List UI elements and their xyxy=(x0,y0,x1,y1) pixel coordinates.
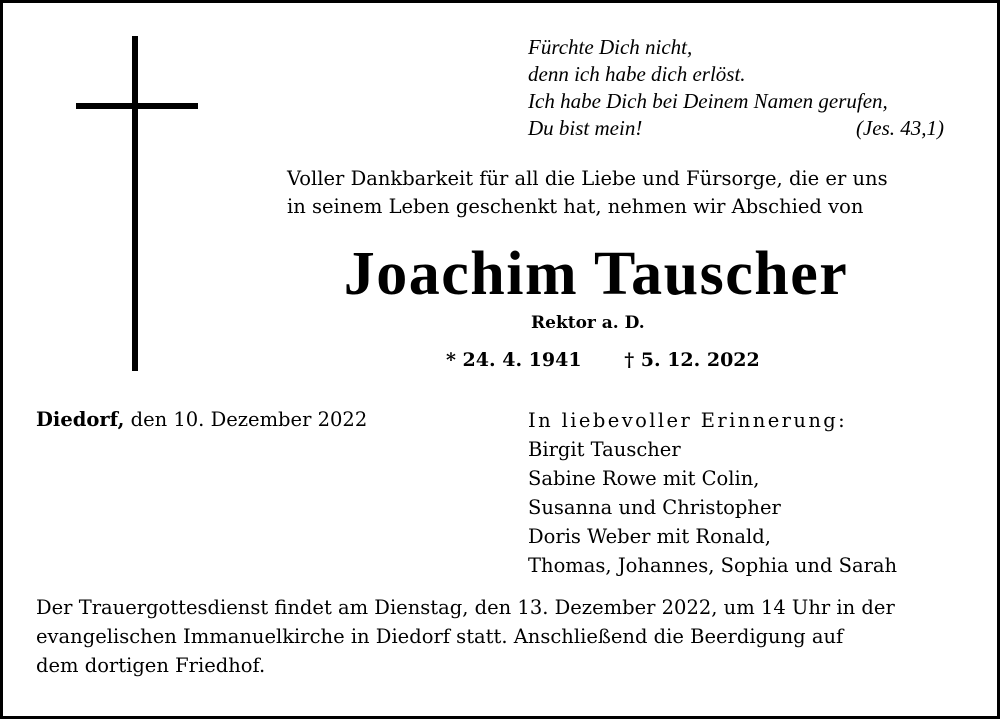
verse-last-line: Du bist mein! xyxy=(528,116,643,140)
notice-date: den 10. Dezember 2022 xyxy=(124,408,368,431)
mourners-block xyxy=(528,406,897,580)
verse-line: Ich habe Dich bei Deinem Namen gerufen, xyxy=(528,89,888,113)
cross-horizontal-bar xyxy=(76,103,198,109)
deceased-name: Joachim Tauscher xyxy=(343,240,849,308)
mourners-heading: In liebevoller Erinnerung: xyxy=(528,409,848,432)
place-and-date xyxy=(36,408,367,431)
verse-reference: (Jes. 43,1) xyxy=(855,116,944,140)
place-name: Diedorf, xyxy=(36,408,125,431)
verse-line: denn ich habe dich erlöst. xyxy=(528,62,746,86)
cross-vertical-bar xyxy=(132,36,138,371)
service-line: evangelischen Immanuelkirche in Diedorf statt. Anschließend die Beerdigung auf xyxy=(36,625,844,648)
life-dates xyxy=(446,349,760,371)
verse-line xyxy=(528,115,958,142)
bible-verse xyxy=(528,34,958,142)
intro-text xyxy=(287,165,888,221)
verse-line: Fürchte Dich nicht, xyxy=(528,35,693,59)
funeral-service-info xyxy=(36,593,976,680)
service-line: Der Trauergottesdienst findet am Dienstag, den 13. Dezember 2022, um 14 Uhr in der xyxy=(36,596,895,619)
intro-line: in seinem Leben geschenkt hat, nehmen wir Abschied von xyxy=(287,195,864,218)
birth-date: * 24. 4. 1941 xyxy=(446,349,582,371)
mourner-name: Sabine Rowe mit Colin, xyxy=(528,467,760,490)
mourner-name: Doris Weber mit Ronald, xyxy=(528,525,771,548)
deceased-title: Rektor a. D. xyxy=(531,313,645,333)
death-date: † 5. 12. 2022 xyxy=(624,349,760,371)
mourner-name: Susanna und Christopher xyxy=(528,496,781,519)
service-line: dem dortigen Friedhof. xyxy=(36,654,266,677)
mourner-name: Birgit Tauscher xyxy=(528,438,681,461)
mourner-name: Thomas, Johannes, Sophia und Sarah xyxy=(528,554,898,577)
intro-line: Voller Dankbarkeit für all die Liebe und Fürsorge, die er uns xyxy=(287,167,888,190)
